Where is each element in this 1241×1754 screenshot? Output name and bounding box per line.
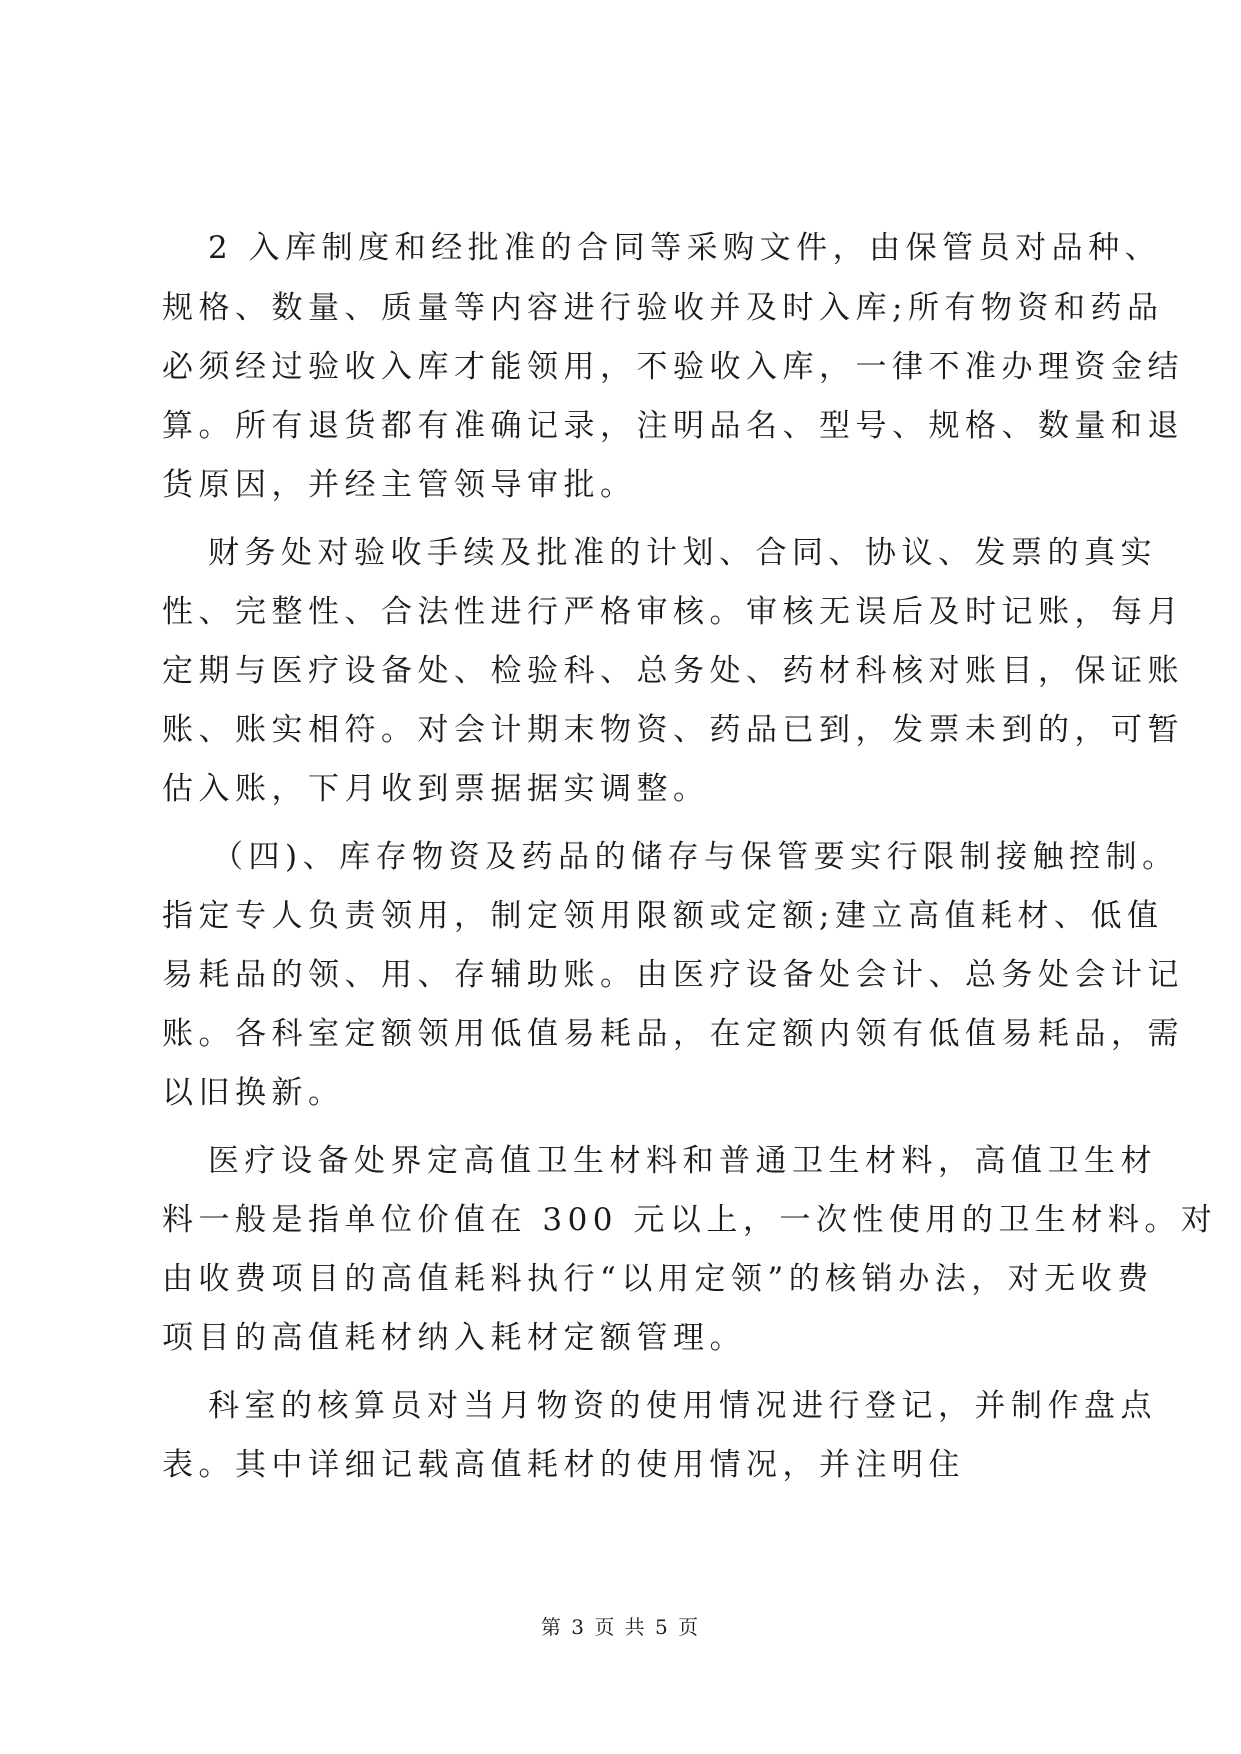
paragraph-3-line-3: 易耗品的领、用、存辅助账。由医疗设备处会计、总务处会计记 (162, 957, 1184, 993)
paragraph-4-line-4: 项目的高值耗材纳入耗材定额管理。 (162, 1320, 746, 1356)
paragraph-4-line-1: 医疗设备处界定高值卫生材料和普通卫生材料，高值卫生材 (208, 1143, 1157, 1179)
paragraph-1-line-3: 必须经过验收入库才能领用，不验收入库，一律不准办理资金结 (162, 349, 1184, 385)
paragraph-4-line-2: 料一般是指单位价值在 300 元以上，一次性使用的卫生材料。对 (162, 1202, 1218, 1238)
page-number-footer: 第 3 页 共 5 页 (540, 1615, 701, 1639)
paragraph-4-line-3: 由收费项目的高值耗料执行“以用定领”的核销办法，对无收费 (162, 1261, 1154, 1297)
paragraph-5-line-1: 科室的核算员对当月物资的使用情况进行登记，并制作盘点 (208, 1388, 1157, 1424)
paragraph-1-line-4: 算。所有退货都有准确记录，注明品名、型号、规格、数量和退 (162, 408, 1184, 444)
paragraph-2-line-2: 性、完整性、合法性进行严格审核。审核无误后及时记账，每月 (162, 594, 1184, 630)
paragraph-5-line-2: 表。其中详细记载高值耗材的使用情况，并注明住 (162, 1447, 965, 1483)
paragraph-2-line-3: 定期与医疗设备处、检验科、总务处、药材科核对账目，保证账 (162, 653, 1184, 689)
paragraph-2-line-5: 估入账，下月收到票据据实调整。 (162, 771, 710, 807)
paragraph-3-line-4: 账。各科室定额领用低值易耗品，在定额内领有低值易耗品，需 (162, 1016, 1184, 1052)
paragraph-2-line-1: 财务处对验收手续及批准的计划、合同、协议、发票的真实 (208, 535, 1157, 571)
paragraph-3-line-1: （四)、库存物资及药品的储存与保管要实行限制接触控制。 (212, 839, 1179, 875)
paragraph-2-line-4: 账、账实相符。对会计期末物资、药品已到，发票未到的，可暂 (162, 712, 1184, 748)
paragraph-1-line-1: 2 入库制度和经批准的合同等采购文件，由保管员对品种、 (208, 230, 1162, 266)
paragraph-1-line-5: 货原因，并经主管领导审批。 (162, 467, 637, 503)
paragraph-3-line-5: 以旧换新。 (162, 1075, 345, 1111)
paragraph-3-line-2: 指定专人负责领用，制定领用限额或定额;建立高值耗材、低值 (162, 898, 1164, 934)
paragraph-1-line-2: 规格、数量、质量等内容进行验收并及时入库;所有物资和药品 (162, 290, 1164, 326)
